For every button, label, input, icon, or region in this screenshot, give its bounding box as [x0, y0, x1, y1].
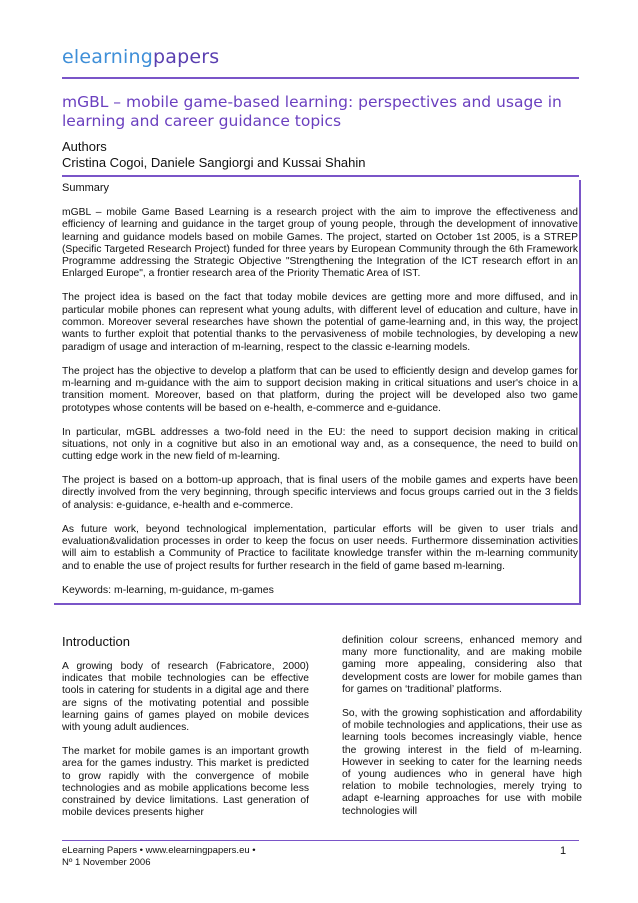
summary-paragraph: The project idea is based on the fact that today mobile devices are getting more and more diffused, and in particular mobile phones can represent what young adults, with different level of education and culture, have in common. Moreover several researches have shown the potential of game-learning and, in this way, the project wants to further exploit that potential thanks to the pervasiveness of mobile technologies, by developing a new paradigm of usage and interaction of m-learning, respect to the classic e-learning models.	[62, 292, 578, 353]
keywords-values: m-learning, m-guidance, m-games	[111, 584, 274, 596]
introduction-heading: Introduction	[62, 634, 130, 649]
authors-heading: Authors	[62, 139, 107, 154]
summary-top-rule	[62, 175, 579, 177]
summary-body	[62, 207, 578, 585]
intro-paragraph: So, with the growing sophistication and affordability of mobile technologies and applications, their use as learning tools becomes increasingly viable, hence the growing interest in the field of m-learning. However in seeking to cater for the learning needs of young audiences who in general have high relation to mobile technologies, merely trying to adapt e-learning approaches for use with mobile technologies will	[342, 708, 582, 817]
summary-paragraph: The project has the objective to develop a platform that can be used to efficiently design and develop games for m-learning and m-guidance with the aim to support decision making in critical situations and user's choice in a transition moment. Moreover, based on that platform, during the project will be developed also two game prototypes whose contents will be based on e-health, e-commerce and e-guidance.	[62, 365, 578, 414]
elearningpapers-logo	[62, 46, 219, 68]
paper-title: mGBL – mobile game-based learning: perspectives and usage in learning and career guidance topics	[62, 93, 562, 130]
intro-left-column	[62, 661, 309, 831]
logo-papers: papers	[153, 46, 220, 68]
footer-issue: Nº 1 November 2006	[62, 857, 151, 868]
summary-paragraph: The project is based on a bottom-up approach, that is final users of the mobile games and experts have been directly involved from the very beginning, through specific interviews and focus groups carried out in the 3 fields of analysis: e-guidance, e-health and e-commerce.	[62, 475, 578, 511]
footer-publication: eLearning Papers • www.elearningpapers.eu •	[62, 845, 256, 856]
summary-paragraph: mGBL – mobile Game Based Learning is a research project with the aim to improve the effectiveness and efficiency of learning and guidance in the target group of young people, through the development of innovative learning and guidance models based on mobile Games. The project, started on October 1st 2005, is a STREP (Specific Targeted Research Project) funded for three years by European Community through the 6th Framework Programme addressing the Strategic Objective "Strengthening the Integration of the ICT research effort in an Enlarged Europe", a frontier research area of the Priority Thematic Area of IST.	[62, 207, 578, 280]
page-number: 1	[560, 845, 567, 857]
footer-rule	[62, 840, 579, 841]
intro-paragraph: The market for mobile games is an important growth area for the games industry. This market is predicted to grow rapidly with the convergence of mobile technologies and as mobile applications become less constrained by device limitations. Last generation of mobile devices presents higher	[62, 746, 309, 819]
authors-list: Cristina Cogoi, Daniele Sangiorgi and Kussai Shahin	[62, 155, 366, 170]
summary-paragraph: In particular, mGBL addresses a two-fold need in the EU: the need to support decision making in critical situations, not only in a cognitive but also in an emotional way and, as a consequence, the need to build on cutting edge work in the new field of m-learning.	[62, 426, 578, 463]
summary-paragraph: As future work, beyond technological implementation, particular efforts will be given to user trials and evaluation&validation processes in order to keep the focus on user needs. Furthermore dissemination activities will aim to establish a Community of Practice to facilitate knowledge transfer within the m-learning community and to enable the use of project results for further research in the field of game based m-learning.	[62, 523, 578, 572]
intro-right-column	[342, 635, 582, 830]
summary-label: Summary	[62, 182, 110, 194]
logo-learning: learning	[73, 46, 154, 68]
intro-paragraph: A growing body of research (Fabricatore, 2000) indicates that mobile technologies can be effective tools in catering for students in a digital age and there are signs of the motivating potential and possible learning gains of games played on mobile devices with young adult audiences.	[62, 661, 309, 734]
logo-e: e	[62, 46, 74, 68]
intro-paragraph: definition colour screens, enhanced memory and many more functionality, and are making mobile gaming more appealing, considering also that development costs are lower for mobile games than for games on ‘traditional’ platforms.	[342, 635, 582, 695]
header-rule	[62, 77, 579, 79]
keywords	[62, 584, 274, 596]
keywords-label: Keywords:	[62, 584, 112, 596]
